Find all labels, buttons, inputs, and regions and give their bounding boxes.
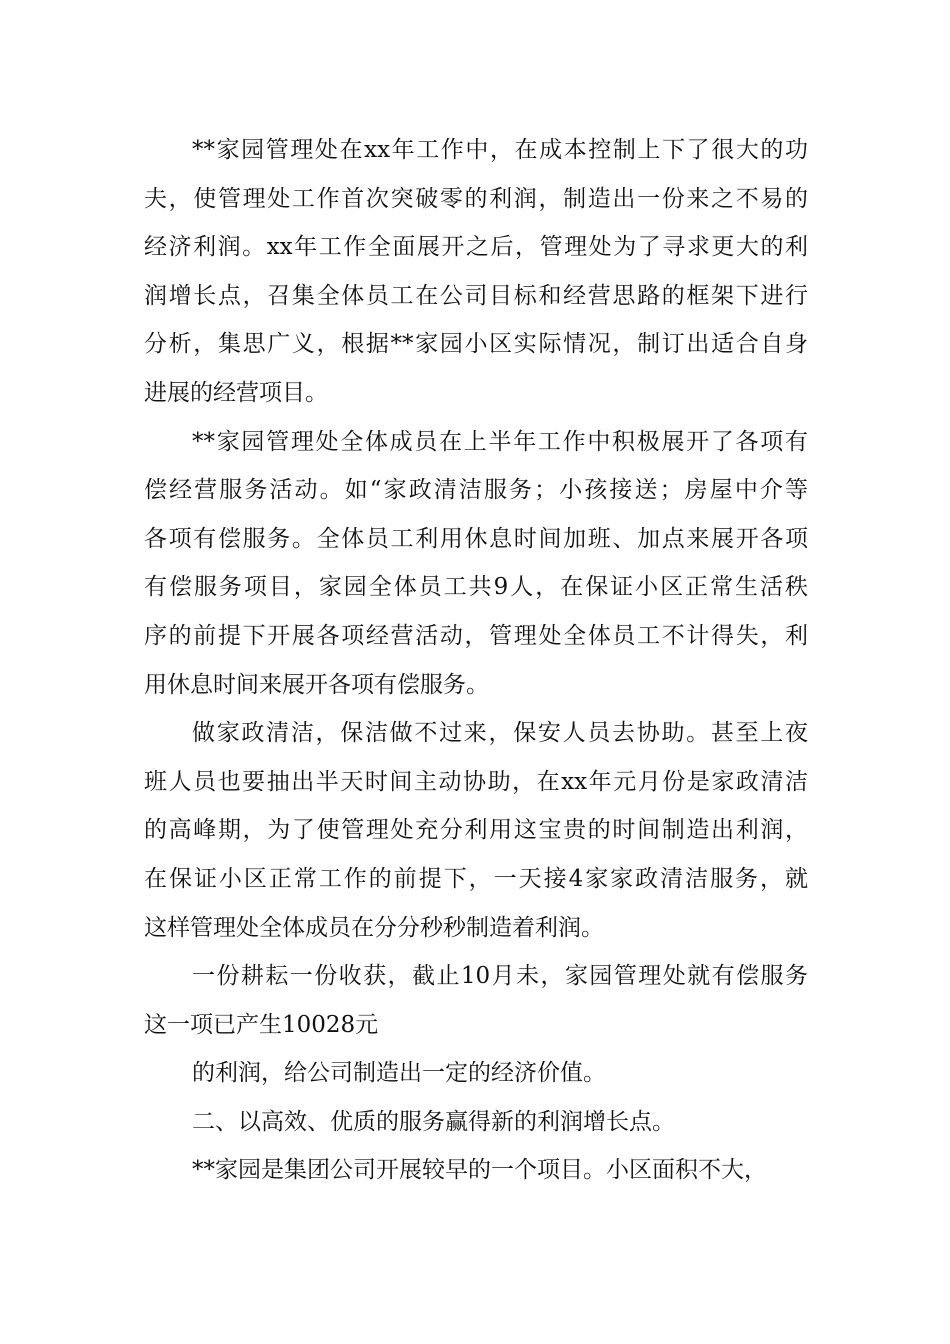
- text-line: 一份耕耘一份收获，截止10月未，家园管理处就有偿服务: [192, 963, 808, 990]
- text-line: 夫，使管理处工作首次突破零的利润，制造出一份来之不易的: [144, 185, 808, 212]
- text-line: 序的前提下开展各项经营活动，管理处全体员工不计得失，利: [144, 622, 808, 649]
- paragraph-2: [144, 418, 808, 710]
- text-line: 班人员也要抽出半天时间主动协助，在xx年元月份是家政清洁: [144, 768, 808, 795]
- text-line: 经济利润。xx年工作全面展开之后，管理处为了寻求更大的利: [144, 234, 808, 261]
- text-line: **家园是集团公司开展较早的一个项目。小区面积不大，: [192, 1157, 767, 1184]
- text-line: 进展的经营项目。: [144, 379, 328, 406]
- text-line: 润增长点，召集全体员工在公司目标和经营思路的框架下进行: [144, 282, 808, 309]
- text-line: 各项有偿服务。全体员工利用休息时间加班、加点来展开各项: [144, 525, 808, 552]
- paragraph-3: [144, 709, 808, 952]
- text-line: 这样管理处全体成员在分分秒秒制造着利润。: [144, 914, 604, 941]
- text-line: 用休息时间来展开各项有偿服务。: [144, 671, 489, 698]
- document-body: [144, 126, 808, 1195]
- paragraph-5: [144, 1049, 808, 1098]
- section-heading: [144, 1098, 808, 1147]
- text-line: 二、以高效、优质的服务赢得新的利润增长点。: [192, 1108, 675, 1135]
- paragraph-4: [144, 952, 808, 1049]
- text-line: 的利润，给公司制造出一定的经济价值。: [192, 1060, 606, 1087]
- text-line: 的高峰期，为了使管理处充分利用这宝贵的时间制造出利润，: [144, 817, 808, 844]
- text-line: 这一项已产生10028元: [144, 1011, 379, 1038]
- text-line: 分析，集思广义，根据**家园小区实际情况，制订出适合自身: [144, 331, 808, 358]
- text-line: 偿经营服务活动。如“家政清洁服务；小孩接送；房屋中介等: [144, 477, 808, 504]
- text-line: **家园管理处在xx年工作中，在成本控制上下了很大的功: [192, 137, 808, 163]
- paragraph-7: [144, 1146, 808, 1195]
- text-line: 有偿服务项目，家园全体员工共9人，在保证小区正常生活秩: [144, 574, 808, 601]
- paragraph-1: [144, 126, 808, 418]
- text-line: 在保证小区正常工作的前提下，一天接4家家政清洁服务，就: [144, 865, 808, 892]
- text-line: 做家政清洁，保洁做不过来，保安人员去协助。甚至上夜: [192, 720, 808, 747]
- text-line: **家园管理处全体成员在上半年工作中积极展开了各项有: [192, 428, 808, 455]
